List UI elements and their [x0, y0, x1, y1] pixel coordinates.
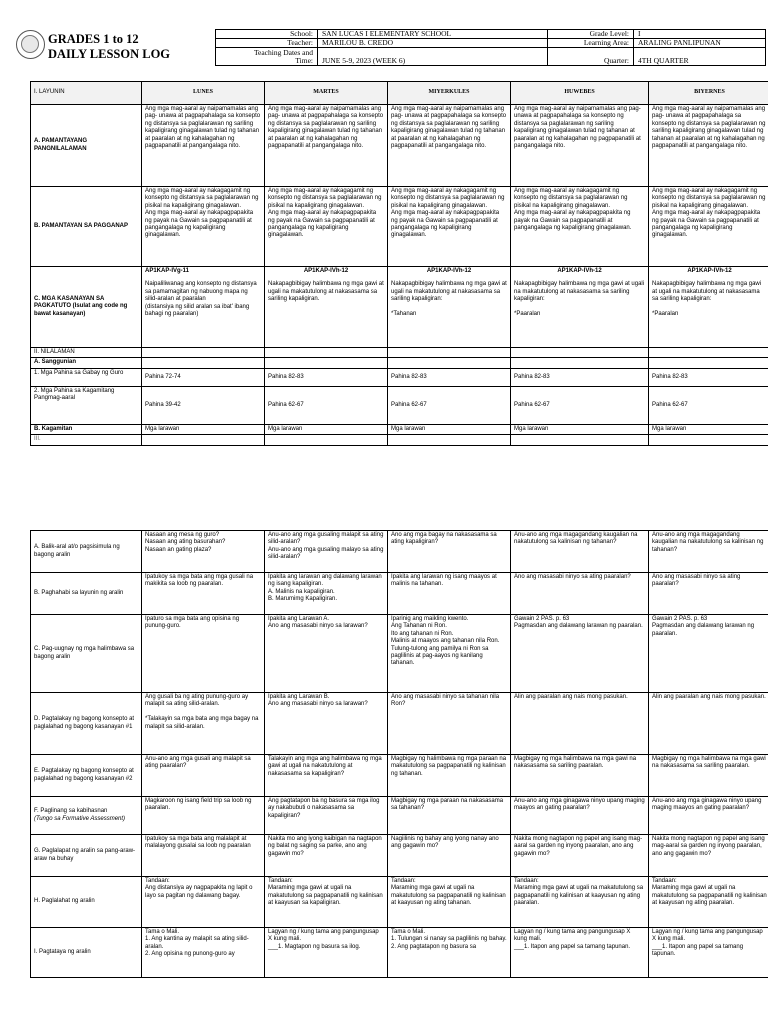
row-label: A. PAMANTAYANG PANGNILALAMAN [31, 105, 142, 187]
table-cell: Tandaan: Maraming mga gawi at ugali na makatutulong sa pagpapanatili ng kalinisan at kaayusan ng ating paaralan. [649, 877, 768, 928]
table-row [31, 928, 768, 978]
table-cell: Lagyan ng / kung tama ang pangungusap X kung mali. ___1. Magtapon ng basura sa ilog. [265, 928, 388, 978]
document-title [48, 32, 170, 62]
table-cell: Ano ang masasabi ninyo sa tahanan nila Ron? [388, 693, 511, 755]
competency-text: Naipaliliwanag ang konsepto ng distansya sa pamamagitan ng nabuong mapa ng silid-aralan at paaralan (distansiya ng silid aralan sa ibat' ibang bahagi ng paaralan) [145, 281, 257, 318]
table-row [31, 573, 768, 615]
table-cell: Iparinig ang maikling kwento. Ang Tahanan ni Ron. Ito ang tahanan ni Ron. Malinis at maayos ang tahanan nila Ron. Tulung-tulong ang pamilya ni Ron sa paglilinis at pag-aayos ng kanilang tahanan. [388, 615, 511, 693]
table-cell: Ipakita ang Larawan B. Ano ang masasabi ninyo sa larawan? [265, 693, 388, 755]
teacher-label: Teacher: [216, 39, 318, 48]
table-cell: Gawain 2 PAS. p. 63 Pagmasdan ang dalawang larawan ng paaralan. [511, 615, 649, 693]
competency-code: AP1KAP-IVg-11 [145, 268, 190, 274]
school-label: School: [216, 30, 318, 39]
dates-label-line-2: Time: [295, 55, 313, 65]
table-cell: Ipatukoy sa mga bata ang mga gusali na makikita sa loob ng paaralan. [142, 573, 265, 615]
row-label: I. Pagtataya ng aralin [31, 928, 142, 978]
table-cell: Alin ang paaralan ang nais mong pasukan. [649, 693, 768, 755]
row-label: C. Pag-uugnay ng mga halimbawa sa bagong aralin [31, 615, 142, 693]
table-cell: Pahina 62-67 [265, 386, 388, 424]
table-cell [649, 358, 768, 368]
table-cell [265, 435, 388, 445]
row-label: II. NILALAMAN [31, 348, 142, 358]
competency-text: Nakapagbibigay halimbawa ng mga gawi at ugali na makatutulong at nakasasama sa sariling kapaligiran. [268, 281, 384, 303]
table-cell: Gawain 2 PAS. p. 63 Pagmasdan ang dalawang larawan ng paaralan. [649, 615, 768, 693]
table-cell [265, 348, 388, 358]
day-header: HUWEBES [511, 82, 649, 105]
table-cell: Ang mga mag-aaral ay naipamamalas ang pag- unawa at pagpapahalaga sa konsepto ng distansya sa paglalarawan ng sariling kapaligirang ginagalawan tulad ng tahanan at paaralan at ng kahalagahan ng pagpapanatili at pangangalaga nito. [649, 105, 768, 187]
competency-code: AP1KAP-IVh-12 [426, 268, 472, 274]
competency-code: AP1KAP-IVh-12 [557, 268, 602, 274]
table-cell: Magbigay ng mga halimbawa na mga gawi na nakasasama sa sariling paaralan. [511, 755, 649, 797]
table-cell [388, 358, 511, 368]
table-cell: Pahina 39-42 [142, 386, 265, 424]
table-cell: Lagyan ng / kung tama ang pangungusap X kung mali. ___1. Itapon ang papel sa tamang tapunan. [511, 928, 649, 978]
table-cell [649, 348, 768, 358]
table-cell: Magbigay ng mga halimbawa na mga gawi na nakasasama sa sariling paaralan. [649, 755, 768, 797]
table-cell: Anu-ano ang mga gusali ang malapit sa ating paaralan? [142, 755, 265, 797]
school-value: SAN LUCAS I ELEMENTARY SCHOOL [318, 30, 548, 39]
table-cell [511, 358, 649, 368]
row-label: III. [31, 435, 142, 445]
table-cell [142, 435, 265, 445]
table-cell [649, 267, 768, 348]
table-cell: Nasaan ang mesa ng guro? Nasaan ang ating basurahan? Nasaan an gating plaza? [142, 531, 265, 573]
table-row [31, 797, 768, 835]
table-row [31, 835, 768, 877]
table-cell [265, 267, 388, 348]
competency-text: Nakapagbibigay halimbawa ng mga gawi at ugali na makatutulong at nakasasama sa sariling kapaligiran: *Paaralan [514, 281, 645, 318]
table-cell: Ang mga mag-aaral ay nakagagamit ng konsepto ng distansya sa paglalarawan ng pisikal na kapaligirang ginagalawan. Ang mga mag-aaral ay nakapagpapakita ng payak na Gawain sa pagpapanatili at pangangalaga ng kapaligirang ginagalawan. [388, 187, 511, 267]
table-cell: Anu-ano ang mga magagandang kaugalian na nakatutulong sa kalinisan ng tahanan? [511, 531, 649, 573]
table-cell: Ang mga mag-aaral ay naipamamalas ang pag- unawa at pagpapahalaga sa konsepto ng distansya sa paglalarawan ng sariling kapaligirang ginagalawan tulad ng tahanan at paaralan at ng kahalagahan ng pagpapanatili at pangangalaga nito. [388, 105, 511, 187]
table-cell: Ano ang mga bagay na nakasasama sa ating kapaligiran? [388, 531, 511, 573]
table-cell: Pahina 82-83 [511, 368, 649, 386]
table-cell: Ang mga mag-aaral ay nakagagamit ng konsepto ng distansya sa paglalarawan ng pisikal na kapaligirang ginagalawan. Ang mga mag-aaral ay nakapagpapakita ng payak na Gawain sa pagpapanatili at pangangalaga ng kapaligirang ginagalawan. [511, 187, 649, 267]
lesson-table-bottom [30, 530, 768, 978]
table-cell: Anu-ano ang mga gusaling malapit sa ating silid-aralan? Anu-ano ang mga gusaling malayo sa ating silid-aralan? [265, 531, 388, 573]
title-line-2: DAILY LESSON LOG [48, 47, 171, 61]
table-cell [511, 267, 649, 348]
table-cell: Tandaan: Ang distansiya ay nagpapakita ng lapit o layo sa pagitan ng dalawang bagay. [142, 877, 265, 928]
table-cell: Magbigay ng mga paraan na nakasasama sa tahanan? [388, 797, 511, 835]
day-header: LUNES [142, 82, 265, 105]
day-header: MIYERKULES [388, 82, 511, 105]
row-label: 1. Mga Pahina sa Gabay ng Guro [31, 368, 142, 386]
grade-label: Grade Level: [548, 30, 634, 39]
quarter-value: 4TH QUARTER [634, 48, 766, 66]
competency-code: AP1KAP-IVh-12 [303, 268, 349, 274]
table-cell: Ano ang masasabi ninyo sa ating paaralan? [511, 573, 649, 615]
table-cell: Pahina 82-83 [388, 368, 511, 386]
table-cell: Ang pagtatapon ba ng basura sa mga ilog ay nakabubuti o nakasasama sa kapaligiran? [265, 797, 388, 835]
table-cell: Pahina 62-67 [649, 386, 768, 424]
table-cell: Ang mga mag-aaral ay nakagagamit ng konsepto ng distansya sa paglalarawan ng pisikal na kapaligirang ginagalawan. Ang mga mag-aaral ay nakapagpapakita ng payak na Gawain sa pagpapanatili at pangangalaga ng kapaligirang ginagalawan. [265, 187, 388, 267]
table-cell [142, 267, 265, 348]
table-cell: Pahina 82-83 [265, 368, 388, 386]
row-label: D. Pagtalakay ng bagong konsepto at paglalahad ng bagong kasanayan #1 [31, 693, 142, 755]
table-cell [265, 358, 388, 368]
table-cell: Talakayin ang mga ang halimbawa ng mga gawi at ugali na nakatutulong at nakasasama sa kapaligiran? [265, 755, 388, 797]
table-cell: Nakita mong nagtapon ng papel ang isang mag-aaral sa garden ng inyong paaralan, ano ang gagawin mo? [511, 835, 649, 877]
dates-label-line-1: Teaching Dates and [253, 47, 313, 57]
table-cell [511, 348, 649, 358]
lesson-table-top [30, 81, 768, 446]
table-cell [388, 267, 511, 348]
dates-value: JUNE 5-9, 2023 (WEEK 6) [318, 48, 548, 66]
table-cell: Pahina 62-67 [388, 386, 511, 424]
table-cell: Ang mga mag-aaral ay nakagagamit ng konsepto ng distansya sa paglalarawan ng pisikal na kapaligirang ginagalawan. Ang mga mag-aaral ay nakapagpapakita ng payak na Gawain sa pagpapanatili at pangangalaga ng kapaligirang ginagalawan. [649, 187, 768, 267]
row-label: C. MGA KASANAYAN SA PAGKATUTO (Isulat ang code ng bawat kasanayan) [31, 267, 142, 348]
table-cell: Ano ang masasabi ninyo sa ating paaralan? [649, 573, 768, 615]
table-row [31, 693, 768, 755]
table-row [31, 531, 768, 573]
table-cell: Ang gusali ba ng ating punung-guro ay malapit sa ating silid-aralan. *Talakayin sa mga bata ang mga bagay na malapit sa silid-aralan. [142, 693, 265, 755]
competency-text: Nakapagbibigay halimbawa ng mga gawi at ugali na makatutulong at nakasasama sa sariling kapaligiran: *Tahanan [391, 281, 507, 318]
table-cell: Ang mga mag-aaral ay naipamamalas ang pag- unawa at pagpapahalaga sa konsepto ng distansya sa paglalarawan ng sariling kapaligirang ginagalawan tulad ng tahanan at paaralan at ng kahalagahan ng pagpapanatili at pangangalaga nito. [142, 105, 265, 187]
table-row [31, 755, 768, 797]
table-cell: Tandaan: Maraming mga gawi at ugali na makatutulong sa pagpapanatili ng kalinisan at kaayusan sa kapaligiran. [265, 877, 388, 928]
table-cell: Ipakita ang Larawan A. Ano ang masasabi ninyo sa larawan? [265, 615, 388, 693]
table-cell: Magbigay ng halimbawa ng mga paraan na makatutulong sa pagpapanatili ng kalinisan ng tahanan. [388, 755, 511, 797]
table-cell: Ipakita ang larawan ng isang maayos at malinis na tahanan. [388, 573, 511, 615]
row-label: B. PAMANTAYAN SA PAGGANAP [31, 187, 142, 267]
grade-value: I [634, 30, 766, 39]
table-cell: Nagiilinis ng bahay ang iyong nanay ano ang gagawin mo? [388, 835, 511, 877]
row-label: B. Kagamitan [31, 424, 142, 434]
row-label: H. Paglalahat ng aralin [31, 877, 142, 928]
table-cell: Pahina 62-67 [511, 386, 649, 424]
table-row [31, 877, 768, 928]
table-cell [511, 435, 649, 445]
table-cell: Tama o Mali. 1. Ang kantina ay malapit sa ating silid-aralan. 2. Ang opisina ng punong-guro ay [142, 928, 265, 978]
row-label: B. Paghahabi sa layunin ng aralin [31, 573, 142, 615]
day-header: MARTES [265, 82, 388, 105]
table-cell: Mga larawan [142, 424, 265, 434]
row-label: F. Paglinang sa kabihasnan (Tungo sa Formative Assessment) [31, 797, 142, 835]
row-label: A. Balik-aral at/o pagsisimula ng bagong aralin [31, 531, 142, 573]
table-cell: Mga larawan [388, 424, 511, 434]
table-cell: Lagyan ng / kung tama ang pangungusap X kung mali. ___1. Itapon ang papel sa tamang tapunan. [649, 928, 768, 978]
table-cell: Tama o Mali. 1. Tulungan si nanay sa paglilinis ng bahay. 2. Ang pagtatapon ng basura sa [388, 928, 511, 978]
table-cell: Pahina 72-74 [142, 368, 265, 386]
table-cell: Tandaan: Maraming mga gawi at ugali na makatutulong sa pagpapanatili ng kalinisan at kaayusan ng ating tahanan. [388, 877, 511, 928]
area-label: Learning Area: [548, 39, 634, 48]
table-cell: Ipaturo sa mga bata ang opisina ng punung-guro. [142, 615, 265, 693]
table-cell [388, 348, 511, 358]
table-cell [142, 348, 265, 358]
table-cell: Ipatukoy sa mga bata ang malalapit at malalayong gusalai sa loob ng paaralan [142, 835, 265, 877]
table-cell: Anu-ano ang mga ginagawa ninyo upang maging maayos an gating paaralan? [511, 797, 649, 835]
day-header: BIYERNES [649, 82, 768, 105]
area-value: ARALING PANLIPUNAN [634, 39, 766, 48]
table-cell: Mga larawan [649, 424, 768, 434]
table-cell [142, 358, 265, 368]
table-cell: Mga larawan [511, 424, 649, 434]
table-cell [388, 435, 511, 445]
table-row [31, 615, 768, 693]
info-table [215, 29, 766, 66]
table-cell: Ang mga mag-aaral ay nakagagamit ng konsepto ng distansya sa paglalarawan ng pisikal na kapaligirang ginagalawan. Ang mga mag-aaral ay nakapagpapakita ng payak na Gawain sa pagpapanatili at pangangalaga ng kapaligirang ginagalawan. [142, 187, 265, 267]
title-line-1: GRADES 1 to 12 [48, 32, 139, 46]
table-cell: Tandaan: Maraming mga gawi at ugali na makatutulong sa pagpapanatili ng kalinisan at kaayusan ng ating paaralan. [511, 877, 649, 928]
deped-seal [16, 30, 45, 59]
row-label: G. Paglalapat ng aralin sa pang-araw-araw na buhay [31, 835, 142, 877]
table-cell: Nakita mo ang iyong kaibigan na nagtapon ng balat ng saging sa parke, ano ang gagawin mo? [265, 835, 388, 877]
table-cell: Anu-ano ang mga magagandang kaugalian na nakatutulong sa kalinisan ng tahanan? [649, 531, 768, 573]
dates-label [216, 48, 318, 66]
row-label: E. Pagtalakay ng bagong konsepto at paglalahad ng bagong kasanayan #2 [31, 755, 142, 797]
competency-text: Nakapagbibigay halimbawa ng mga gawi at ugali na makatutulong at nakasasama sa sariling kapaligiran: *Paaralan [652, 281, 762, 318]
teacher-value: MARILOU B. CREDO [318, 39, 548, 48]
table-cell: Ipakita ang larawan ang dalawang larawan ng isang kapaligiran. A. Malinis na kapaligiran. B. Marumimg Kapaligiran. [265, 573, 388, 615]
table-cell: Mga larawan [265, 424, 388, 434]
table-cell: Magkaroon ng isang field trip sa loob ng paaralan. [142, 797, 265, 835]
row-label: A. Sanggunian [31, 358, 142, 368]
quarter-label: Quarter: [548, 48, 634, 66]
table-cell: Alin ang paaralan ang nais mong pasukan. [511, 693, 649, 755]
row-label: 2. Mga Pahina sa Kagamitang Pangmag-aaral [31, 386, 142, 424]
layunin-header: I. LAYUNIN [31, 82, 142, 105]
table-cell: Nakita mong nagtapon ng papel ang isang mag-aaral sa garden ng inyong paaralan, ano ang gagawin mo? [649, 835, 768, 877]
table-cell [649, 435, 768, 445]
table-cell: Pahina 82-83 [649, 368, 768, 386]
table-cell: Ang mga mag-aaral ay naipamamalas ang pag- unawa at pagpapahalaga sa konsepto ng distansya sa paglalarawan ng sariling kapaligirang ginagalawan tulad ng tahanan at paaralan at ng kahalagahan ng pagpapanatili at pangangalaga nito. [511, 105, 649, 187]
table-cell: Ang mga mag-aaral ay naipamamalas ang pag- unawa at pagpapahalaga sa konsepto ng distansya sa paglalarawan ng sariling kapaligirang ginagalawan tulad ng tahanan at paaralan at ng kahalagahan ng pagpapanatili at pangangalaga nito. [265, 105, 388, 187]
table-cell: Anu-ano ang mga ginagawa ninyo upang maging maayos an gating paaralan? [649, 797, 768, 835]
competency-code: AP1KAP-IVh-12 [687, 268, 732, 274]
